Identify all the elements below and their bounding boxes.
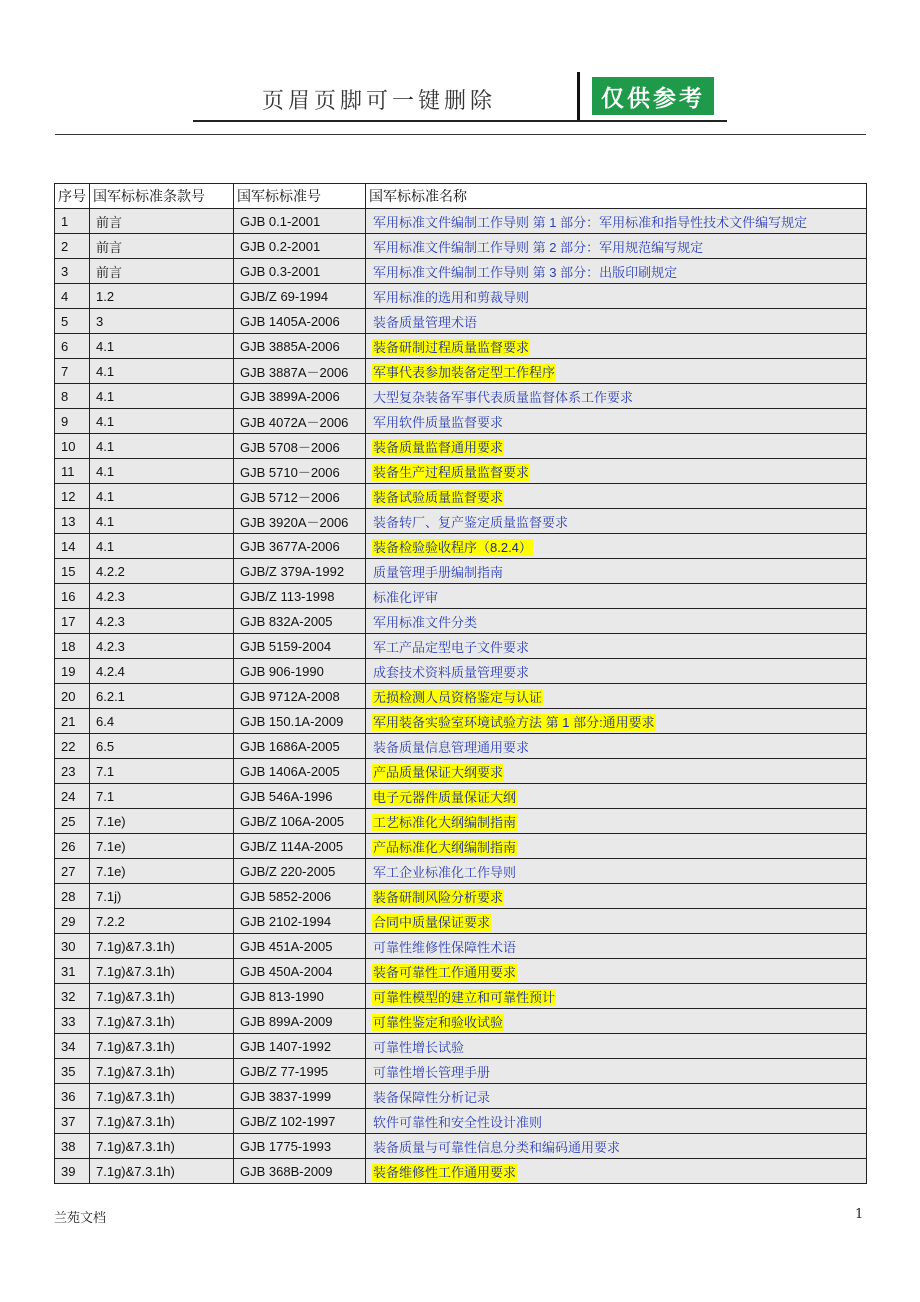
cell-clause: 7.2.2 [90, 909, 234, 934]
cell-no: 19 [55, 659, 90, 684]
cell-code: GJB/Z 113-1998 [234, 584, 366, 609]
cell-name [366, 559, 867, 584]
table-row [55, 584, 867, 609]
table-row [55, 559, 867, 584]
table-row [55, 1009, 867, 1034]
standard-name-text: 装备研制过程质量监督要求 [373, 339, 530, 355]
table-row [55, 234, 867, 259]
cell-clause: 前言 [90, 209, 234, 234]
cell-name [366, 959, 867, 984]
column-header-clause: 国军标标准条款号 [90, 184, 234, 209]
cell-name [366, 884, 867, 909]
cell-name [366, 534, 867, 559]
cell-code: GJB 546A-1996 [234, 784, 366, 809]
cell-no: 32 [55, 984, 90, 1009]
cell-code: GJB 813-1990 [234, 984, 366, 1009]
standard-name-text: 装备质量与可靠性信息分类和编码通用要求 [373, 1139, 621, 1155]
cell-no: 8 [55, 384, 90, 409]
cell-code: GJB/Z 106A-2005 [234, 809, 366, 834]
cell-clause: 7.1 [90, 759, 234, 784]
cell-name [366, 684, 867, 709]
table-row [55, 409, 867, 434]
cell-name [366, 784, 867, 809]
column-header-name: 国军标标准名称 [366, 184, 867, 209]
table-row [55, 634, 867, 659]
cell-clause: 4.2.4 [90, 659, 234, 684]
table-row [55, 359, 867, 384]
cell-name [366, 934, 867, 959]
cell-clause: 7.1g)&7.3.1h) [90, 984, 234, 1009]
table-row [55, 509, 867, 534]
cell-clause: 3 [90, 309, 234, 334]
table-row [55, 384, 867, 409]
cell-clause: 7.1e) [90, 859, 234, 884]
table-row [55, 1159, 867, 1184]
table-row [55, 284, 867, 309]
standard-name-text: 可靠性维修性保障性术语 [373, 939, 517, 955]
standard-name-text: 装备保障性分析记录 [373, 1089, 491, 1105]
cell-clause: 4.2.2 [90, 559, 234, 584]
cell-no: 23 [55, 759, 90, 784]
table-row [55, 1034, 867, 1059]
cell-name [366, 209, 867, 234]
standard-name-text: 可靠性鉴定和验收试验 [373, 1014, 504, 1030]
cell-code: GJB 4072A－2006 [234, 409, 366, 434]
cell-name [366, 284, 867, 309]
cell-clause: 7.1g)&7.3.1h) [90, 934, 234, 959]
cell-name [366, 834, 867, 859]
cell-no: 4 [55, 284, 90, 309]
cell-no: 35 [55, 1059, 90, 1084]
cell-code: GJB 1405A-2006 [234, 309, 366, 334]
table-row [55, 209, 867, 234]
table-row [55, 1084, 867, 1109]
cell-no: 14 [55, 534, 90, 559]
cell-code: GJB 3837-1999 [234, 1084, 366, 1109]
cell-no: 16 [55, 584, 90, 609]
cell-code: GJB 832A-2005 [234, 609, 366, 634]
cell-clause: 4.1 [90, 384, 234, 409]
cell-no: 7 [55, 359, 90, 384]
table-row [55, 834, 867, 859]
cell-name [366, 309, 867, 334]
table-row [55, 484, 867, 509]
cell-name [366, 759, 867, 784]
cell-no: 34 [55, 1034, 90, 1059]
cell-no: 29 [55, 909, 90, 934]
standard-name-text: 军用软件质量监督要求 [373, 414, 504, 430]
cell-clause: 7.1e) [90, 809, 234, 834]
cell-name [366, 484, 867, 509]
cell-no: 13 [55, 509, 90, 534]
cell-name [366, 334, 867, 359]
cell-name [366, 1084, 867, 1109]
standard-name-text: 装备检验验收程序（8.2.4） [373, 539, 532, 555]
cell-clause: 4.2.3 [90, 609, 234, 634]
standard-name-text: 装备质量信息管理通用要求 [373, 739, 530, 755]
cell-code: GJB 3899A-2006 [234, 384, 366, 409]
cell-no: 5 [55, 309, 90, 334]
cell-name [366, 259, 867, 284]
cell-code: GJB 899A-2009 [234, 1009, 366, 1034]
cell-no: 12 [55, 484, 90, 509]
cell-clause: 前言 [90, 234, 234, 259]
table-row [55, 434, 867, 459]
table-row [55, 859, 867, 884]
cell-no: 11 [55, 459, 90, 484]
standard-name-text: 军工企业标准化工作导则 [373, 864, 517, 880]
cell-no: 38 [55, 1134, 90, 1159]
cell-name [366, 234, 867, 259]
header-rule [55, 134, 866, 135]
cell-code: GJB 2102-1994 [234, 909, 366, 934]
cell-code: GJB/Z 379A-1992 [234, 559, 366, 584]
reference-badge: 仅供参考 [592, 77, 714, 115]
cell-clause: 6.5 [90, 734, 234, 759]
standard-name-text: 合同中质量保证要求 [373, 914, 491, 930]
standard-name-text: 可靠性增长试验 [373, 1039, 465, 1055]
cell-no: 22 [55, 734, 90, 759]
standard-name-text: 军用装备实验室环境试验方法 第 1 部分:通用要求 [373, 714, 655, 730]
cell-code: GJB 906-1990 [234, 659, 366, 684]
cell-code: GJB 3885A-2006 [234, 334, 366, 359]
cell-code: GJB/Z 102-1997 [234, 1109, 366, 1134]
cell-clause: 4.2.3 [90, 634, 234, 659]
table-row [55, 984, 867, 1009]
table-row [55, 934, 867, 959]
cell-no: 3 [55, 259, 90, 284]
table-header-row [55, 184, 867, 209]
cell-name [366, 734, 867, 759]
cell-no: 36 [55, 1084, 90, 1109]
cell-no: 6 [55, 334, 90, 359]
table-row [55, 609, 867, 634]
cell-name [366, 634, 867, 659]
standard-name-text: 军工产品定型电子文件要求 [373, 639, 530, 655]
cell-name [366, 1159, 867, 1184]
cell-code: GJB 9712A-2008 [234, 684, 366, 709]
table-row [55, 309, 867, 334]
standard-name-text: 产品质量保证大纲要求 [373, 764, 504, 780]
table-body [55, 209, 867, 1184]
standard-name-text: 装备试验质量监督要求 [373, 489, 504, 505]
cell-no: 26 [55, 834, 90, 859]
table-row [55, 259, 867, 284]
cell-code: GJB 150.1A-2009 [234, 709, 366, 734]
cell-clause: 7.1g)&7.3.1h) [90, 1059, 234, 1084]
cell-name [366, 609, 867, 634]
cell-no: 20 [55, 684, 90, 709]
cell-code: GJB 1406A-2005 [234, 759, 366, 784]
cell-name [366, 1009, 867, 1034]
cell-name [366, 1059, 867, 1084]
standard-name-text: 装备质量管理术语 [373, 314, 478, 330]
page-number: 1 [855, 1207, 864, 1222]
cell-no: 21 [55, 709, 90, 734]
table-row [55, 784, 867, 809]
table-row [55, 884, 867, 909]
cell-code: GJB 5708－2006 [234, 434, 366, 459]
cell-clause: 4.1 [90, 409, 234, 434]
cell-code: GJB/Z 69-1994 [234, 284, 366, 309]
table-row [55, 534, 867, 559]
cell-clause: 6.4 [90, 709, 234, 734]
cell-code: GJB 0.3-2001 [234, 259, 366, 284]
cell-clause: 4.1 [90, 534, 234, 559]
standard-name-text: 可靠性增长管理手册 [373, 1064, 491, 1080]
cell-clause: 前言 [90, 259, 234, 284]
cell-name [366, 459, 867, 484]
cell-name [366, 809, 867, 834]
cell-no: 1 [55, 209, 90, 234]
cell-no: 31 [55, 959, 90, 984]
cell-clause: 4.1 [90, 434, 234, 459]
table-row [55, 959, 867, 984]
cell-clause: 7.1g)&7.3.1h) [90, 1034, 234, 1059]
cell-no: 17 [55, 609, 90, 634]
table-row [55, 684, 867, 709]
cell-name [366, 659, 867, 684]
standard-name-text: 装备转厂、复产鉴定质量监督要求 [373, 514, 569, 530]
cell-name [366, 709, 867, 734]
cell-clause: 7.1g)&7.3.1h) [90, 1134, 234, 1159]
cell-no: 24 [55, 784, 90, 809]
header-underline [193, 120, 727, 122]
table-row [55, 734, 867, 759]
cell-code: GJB 5712－2006 [234, 484, 366, 509]
cell-code: GJB 1775-1993 [234, 1134, 366, 1159]
cell-clause: 7.1e) [90, 834, 234, 859]
table-row [55, 334, 867, 359]
standard-name-text: 装备维修性工作通用要求 [373, 1164, 517, 1180]
standard-name-text: 质量管理手册编制指南 [373, 564, 504, 580]
cell-no: 2 [55, 234, 90, 259]
cell-name [366, 984, 867, 1009]
table-row [55, 1109, 867, 1134]
cell-code: GJB 451A-2005 [234, 934, 366, 959]
standard-name-text: 装备研制风险分析要求 [373, 889, 504, 905]
cell-clause: 6.2.1 [90, 684, 234, 709]
header-text: 页眉页脚可一键删除 [262, 89, 497, 114]
standard-name-text: 无损检测人员资格鉴定与认证 [373, 689, 543, 705]
cell-code: GJB 3887A－2006 [234, 359, 366, 384]
cell-name [366, 1109, 867, 1134]
cell-no: 39 [55, 1159, 90, 1184]
cell-no: 37 [55, 1109, 90, 1134]
cell-clause: 7.1g)&7.3.1h) [90, 1109, 234, 1134]
standards-table [54, 183, 867, 1184]
cell-code: GJB/Z 114A-2005 [234, 834, 366, 859]
cell-code: GJB 5159-2004 [234, 634, 366, 659]
cell-no: 27 [55, 859, 90, 884]
cell-no: 25 [55, 809, 90, 834]
cell-no: 10 [55, 434, 90, 459]
cell-name [366, 509, 867, 534]
table-row [55, 659, 867, 684]
cell-clause: 1.2 [90, 284, 234, 309]
cell-name [366, 359, 867, 384]
footer-label: 兰苑文档 [54, 1211, 107, 1226]
standard-name-text: 装备质量监督通用要求 [373, 439, 504, 455]
cell-clause: 4.1 [90, 359, 234, 384]
table-row [55, 909, 867, 934]
cell-code: GJB 3677A-2006 [234, 534, 366, 559]
cell-clause: 7.1g)&7.3.1h) [90, 1084, 234, 1109]
table-row [55, 1059, 867, 1084]
standard-name-text: 军用标准文件编制工作导则 第 2 部分：军用规范编写规定 [373, 239, 704, 255]
table-row [55, 1134, 867, 1159]
standard-name-text: 装备可靠性工作通用要求 [373, 964, 517, 980]
table-row [55, 809, 867, 834]
standard-name-text: 可靠性模型的建立和可靠性预计 [373, 989, 556, 1005]
cell-no: 33 [55, 1009, 90, 1034]
table-row [55, 709, 867, 734]
cell-clause: 4.1 [90, 334, 234, 359]
cell-code: GJB 450A-2004 [234, 959, 366, 984]
header-divider [577, 72, 580, 122]
cell-code: GJB/Z 220-2005 [234, 859, 366, 884]
column-header-no: 序号 [55, 184, 90, 209]
cell-name [366, 434, 867, 459]
cell-code: GJB 368B-2009 [234, 1159, 366, 1184]
table-row [55, 459, 867, 484]
cell-code: GJB/Z 77-1995 [234, 1059, 366, 1084]
cell-code: GJB 5710－2006 [234, 459, 366, 484]
cell-no: 28 [55, 884, 90, 909]
cell-name [366, 909, 867, 934]
cell-clause: 7.1j) [90, 884, 234, 909]
cell-name [366, 859, 867, 884]
standard-name-text: 产品标准化大纲编制指南 [373, 839, 517, 855]
cell-code: GJB 1407-1992 [234, 1034, 366, 1059]
cell-name [366, 384, 867, 409]
standard-name-text: 装备生产过程质量监督要求 [373, 464, 530, 480]
cell-name [366, 1034, 867, 1059]
cell-name [366, 1134, 867, 1159]
cell-clause: 7.1g)&7.3.1h) [90, 1009, 234, 1034]
cell-code: GJB 1686A-2005 [234, 734, 366, 759]
standard-name-text: 标准化评审 [373, 589, 439, 605]
cell-clause: 4.2.3 [90, 584, 234, 609]
cell-clause: 7.1 [90, 784, 234, 809]
cell-no: 18 [55, 634, 90, 659]
cell-name [366, 584, 867, 609]
cell-clause: 7.1g)&7.3.1h) [90, 1159, 234, 1184]
standard-name-text: 军用标准的选用和剪裁导则 [373, 289, 530, 305]
table-row [55, 759, 867, 784]
cell-clause: 4.1 [90, 509, 234, 534]
cell-clause: 7.1g)&7.3.1h) [90, 959, 234, 984]
cell-code: GJB 0.1-2001 [234, 209, 366, 234]
standard-name-text: 军用标准文件编制工作导则 第 3 部分：出版印刷规定 [373, 264, 678, 280]
standard-name-text: 军用标准文件编制工作导则 第 1 部分：军用标准和指导性技术文件编写规定 [373, 214, 808, 230]
standard-name-text: 成套技术资料质量管理要求 [373, 664, 530, 680]
cell-no: 9 [55, 409, 90, 434]
cell-name [366, 409, 867, 434]
cell-code: GJB 3920A－2006 [234, 509, 366, 534]
cell-no: 15 [55, 559, 90, 584]
standard-name-text: 软件可靠性和安全性设计准则 [373, 1114, 543, 1130]
standard-name-text: 工艺标准化大纲编制指南 [373, 814, 517, 830]
standard-name-text: 大型复杂装备军事代表质量监督体系工作要求 [373, 389, 634, 405]
column-header-code: 国军标标准号 [234, 184, 366, 209]
standard-name-text: 军事代表参加装备定型工作程序 [373, 364, 556, 380]
cell-code: GJB 5852-2006 [234, 884, 366, 909]
standard-name-text: 军用标准文件分类 [373, 614, 478, 630]
cell-clause: 4.1 [90, 459, 234, 484]
cell-clause: 4.1 [90, 484, 234, 509]
cell-code: GJB 0.2-2001 [234, 234, 366, 259]
cell-no: 30 [55, 934, 90, 959]
standard-name-text: 电子元器件质量保证大纲 [373, 789, 517, 805]
